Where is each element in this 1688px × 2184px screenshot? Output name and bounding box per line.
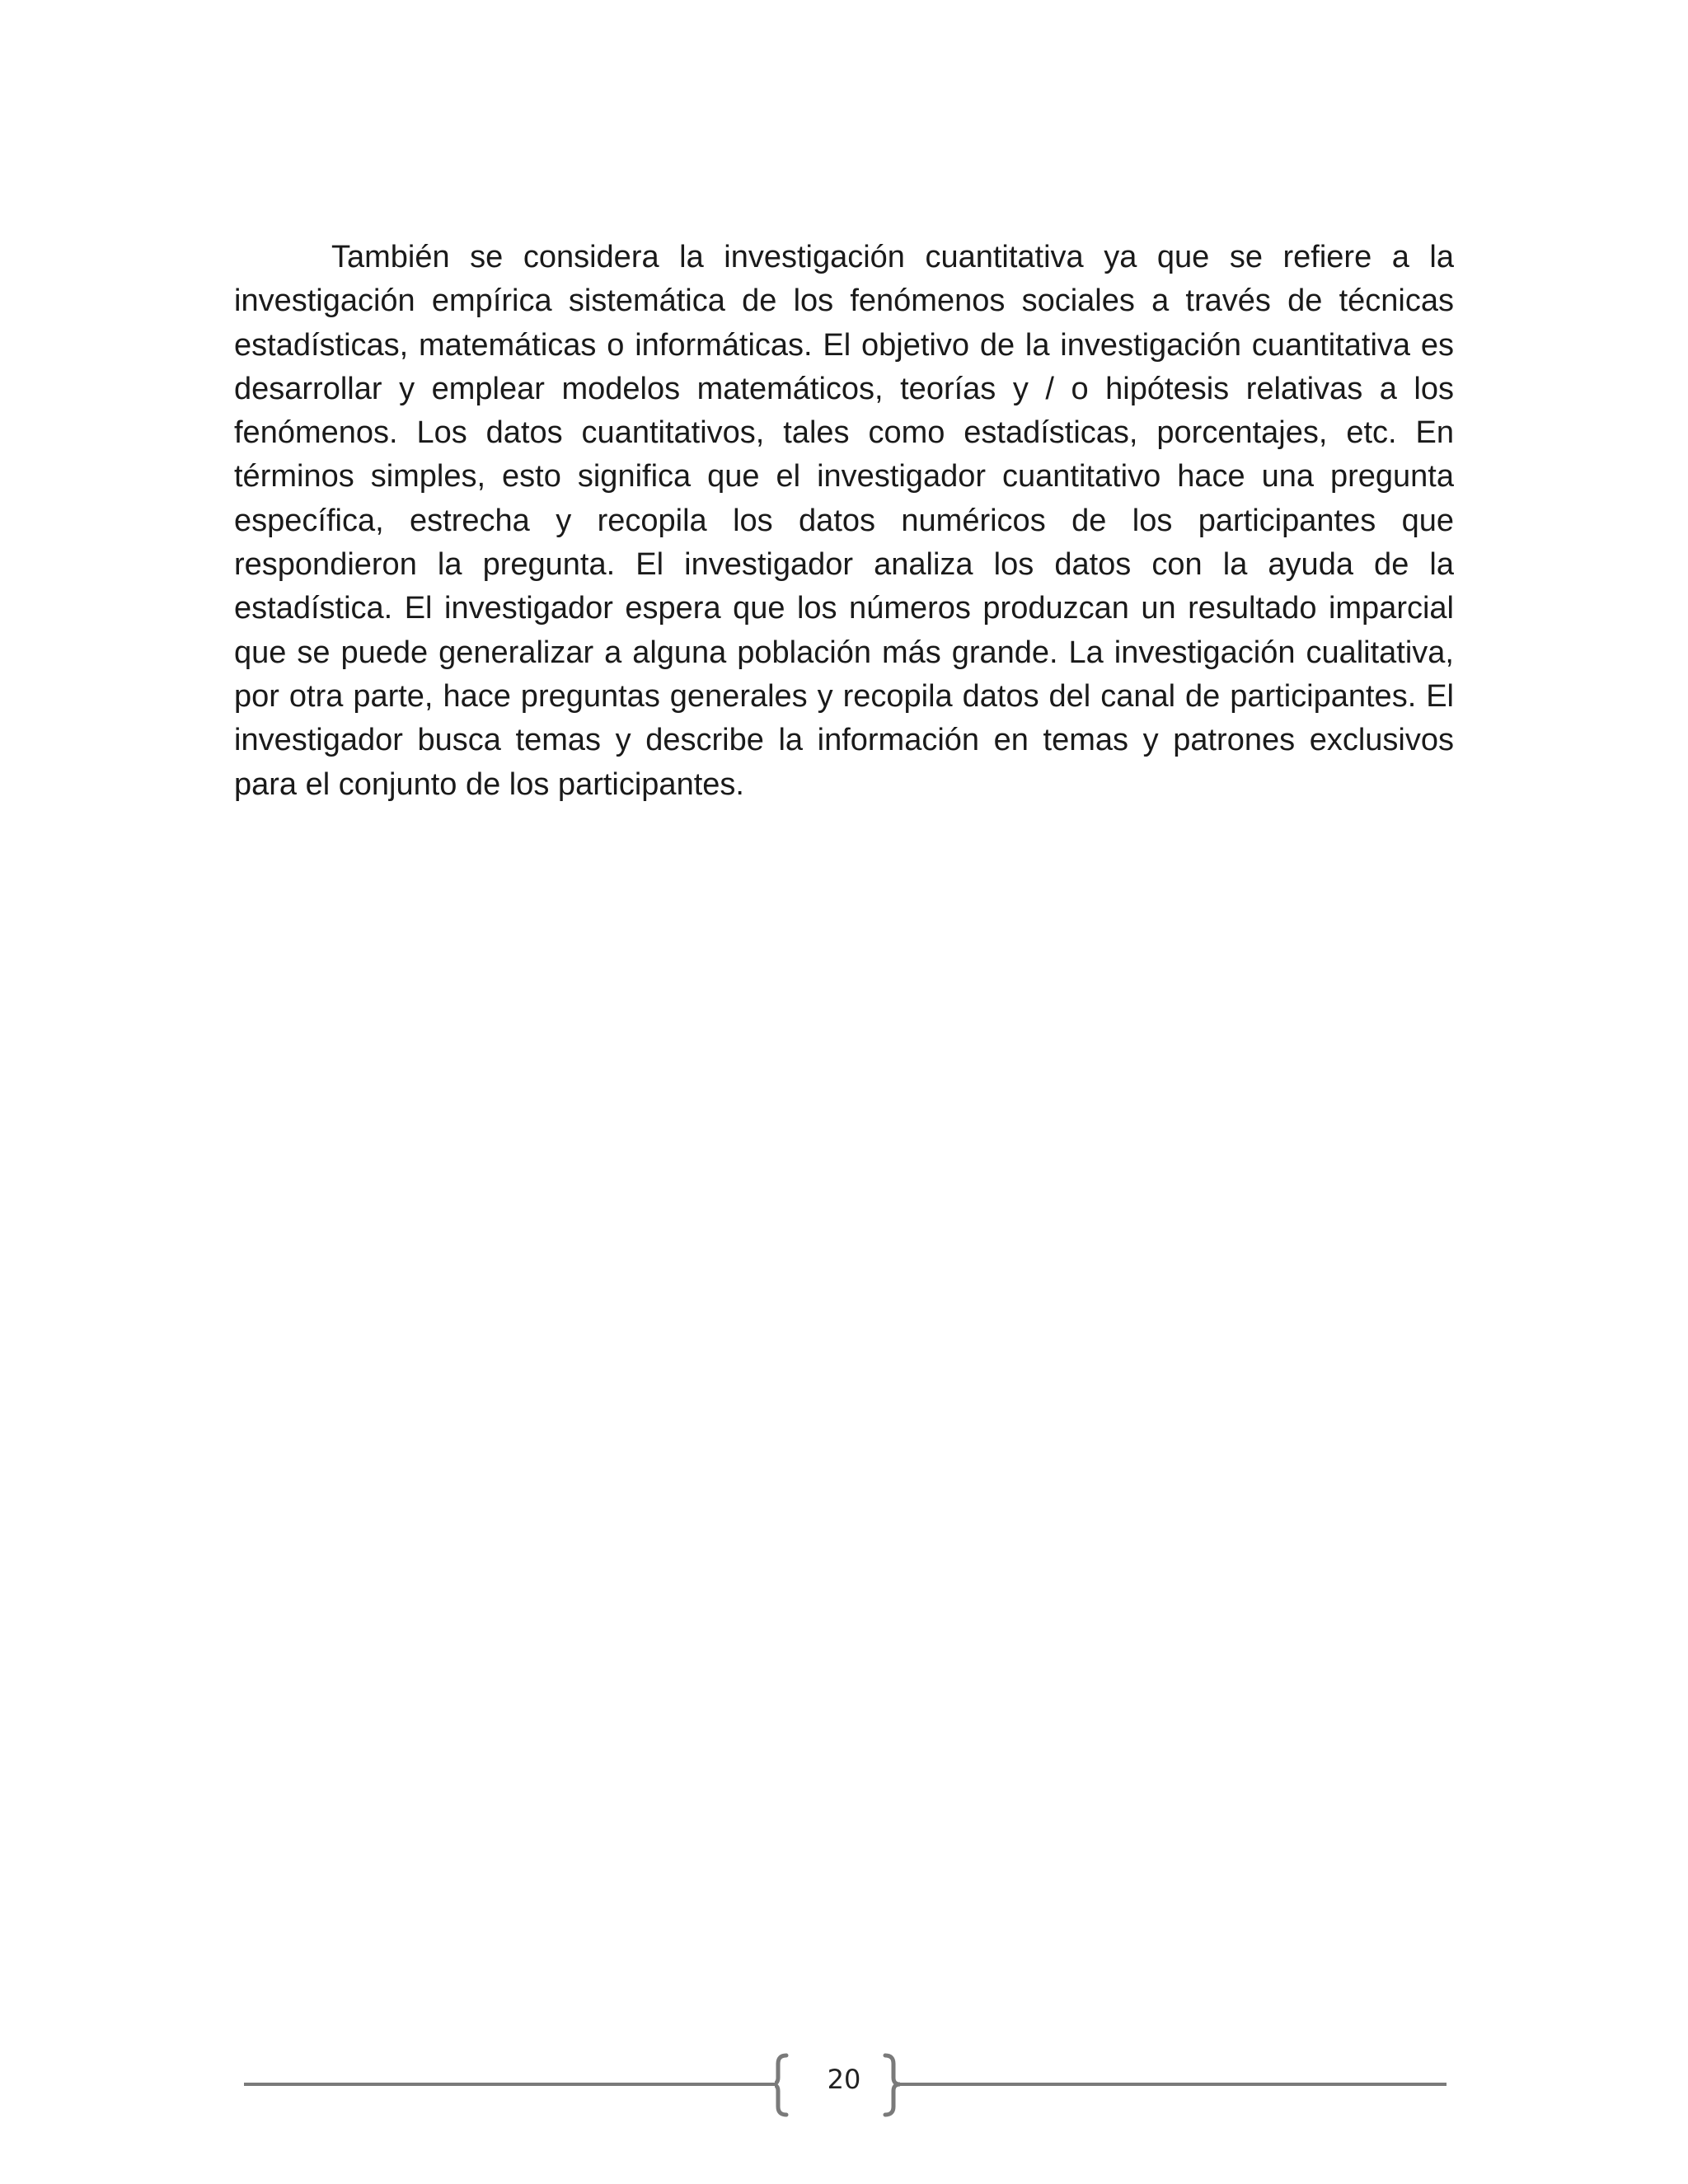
body-paragraph: También se considera la investigación cuantitativa ya que se refiere a la investigación empírica sistemática de los fenómenos sociales a través de técnicas estadísticas, matemáticas o informáticas. El objetivo de la investigación cuantitativa es desarrollar y emplear modelos matemáticos, teorías y / o hipótesis relativas a los fenómenos. Los datos cuantitativos, tales como estadísticas, porcentajes, etc. En términos simples, esto significa que el investigador cuantitativo hace una pregunta específica, estrecha y recopila los datos numéricos de los participantes que respondieron la pregunta. El investigador analiza los datos con la ayuda de la estadística. El investigador espera que los números produzcan un resultado imparcial que se puede generalizar a alguna población más grande. La investigación cualitativa, por otra parte, hace preguntas generales y recopila datos del canal de participantes. El investigador busca temas y describe la información en temas y patrones exclusivos para el conjunto de los participantes. [234, 240, 1454, 802]
page-number: 20 [827, 2064, 861, 2095]
footer-rule-right [898, 2083, 1447, 2086]
footer-rule-left [244, 2083, 776, 2086]
page-footer [0, 2052, 1688, 2118]
